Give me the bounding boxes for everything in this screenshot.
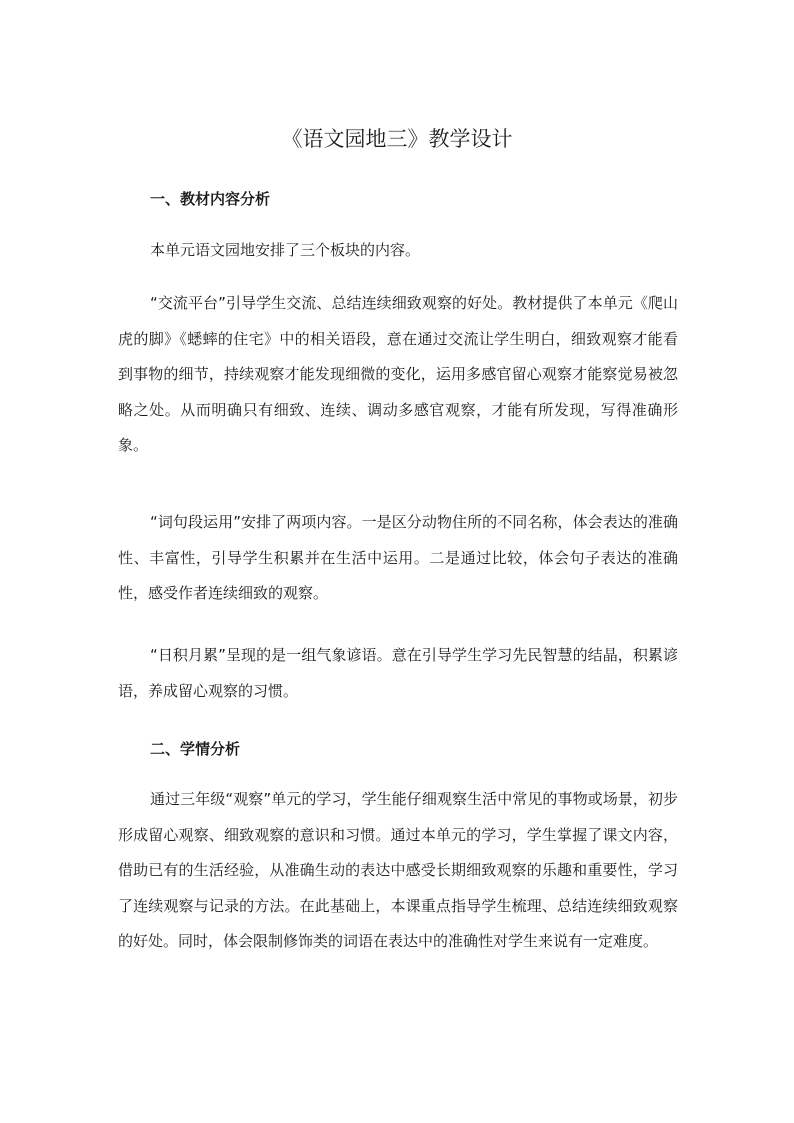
paragraph-word-sentence-use: “词句段运用”安排了两项内容。一是区分动物住所的不同名称，体会表达的准确性、丰富性，引导学生积累并在生活中运用。二是通过比较，体会句子表达的准确性，感受作者连续细致的观察。 — [118, 513, 678, 602]
paragraph-daily-accumulation: “日积月累”呈现的是一组气象谚语。意在引导学生学习先民智慧的结晶，积累谚语，养成留心观察的习惯。 — [118, 646, 678, 700]
paragraph-overview: 本单元语文园地安排了三个板块的内容。 — [150, 241, 421, 259]
paragraph-learner-analysis: 通过三年级“观察”单元的学习，学生能仔细观察生活中常见的事物或场景，初步形成留心观察、细致观察的意识和习惯。通过本单元的学习，学生掌握了课文内容，借助已有的生活经验，从准确生动的表达中感受长期细致观察的乐趣和重要性，学习了连续观察与记录的方法。在此基础上，本课重点指导学生梳理、总结连续细致观察的好处。同时，体会限制修饰类的词语在表达中的准确性对学生来说有一定难度。 — [118, 790, 678, 950]
document-title: 《语文园地三》教学设计 — [281, 127, 513, 151]
section-heading-textbook-analysis: 一、教材内容分析 — [150, 190, 271, 208]
section-heading-learner-analysis: 二、学情分析 — [150, 740, 241, 758]
paragraph-exchange-platform: “交流平台”引导学生交流、总结连续细致观察的好处。教材提供了本单元《爬山虎的脚》《蟋蟀的住宅》中的相关语段，意在通过交流让学生明白，细致观察才能看到事物的细节，持续观察才能发现细微的变化，运用多感官留心观察才能察觉易被忽略之处。从而明确只有细致、连续、调动多感官观察，才能有所发现，写得准确形象。 — [118, 294, 678, 454]
